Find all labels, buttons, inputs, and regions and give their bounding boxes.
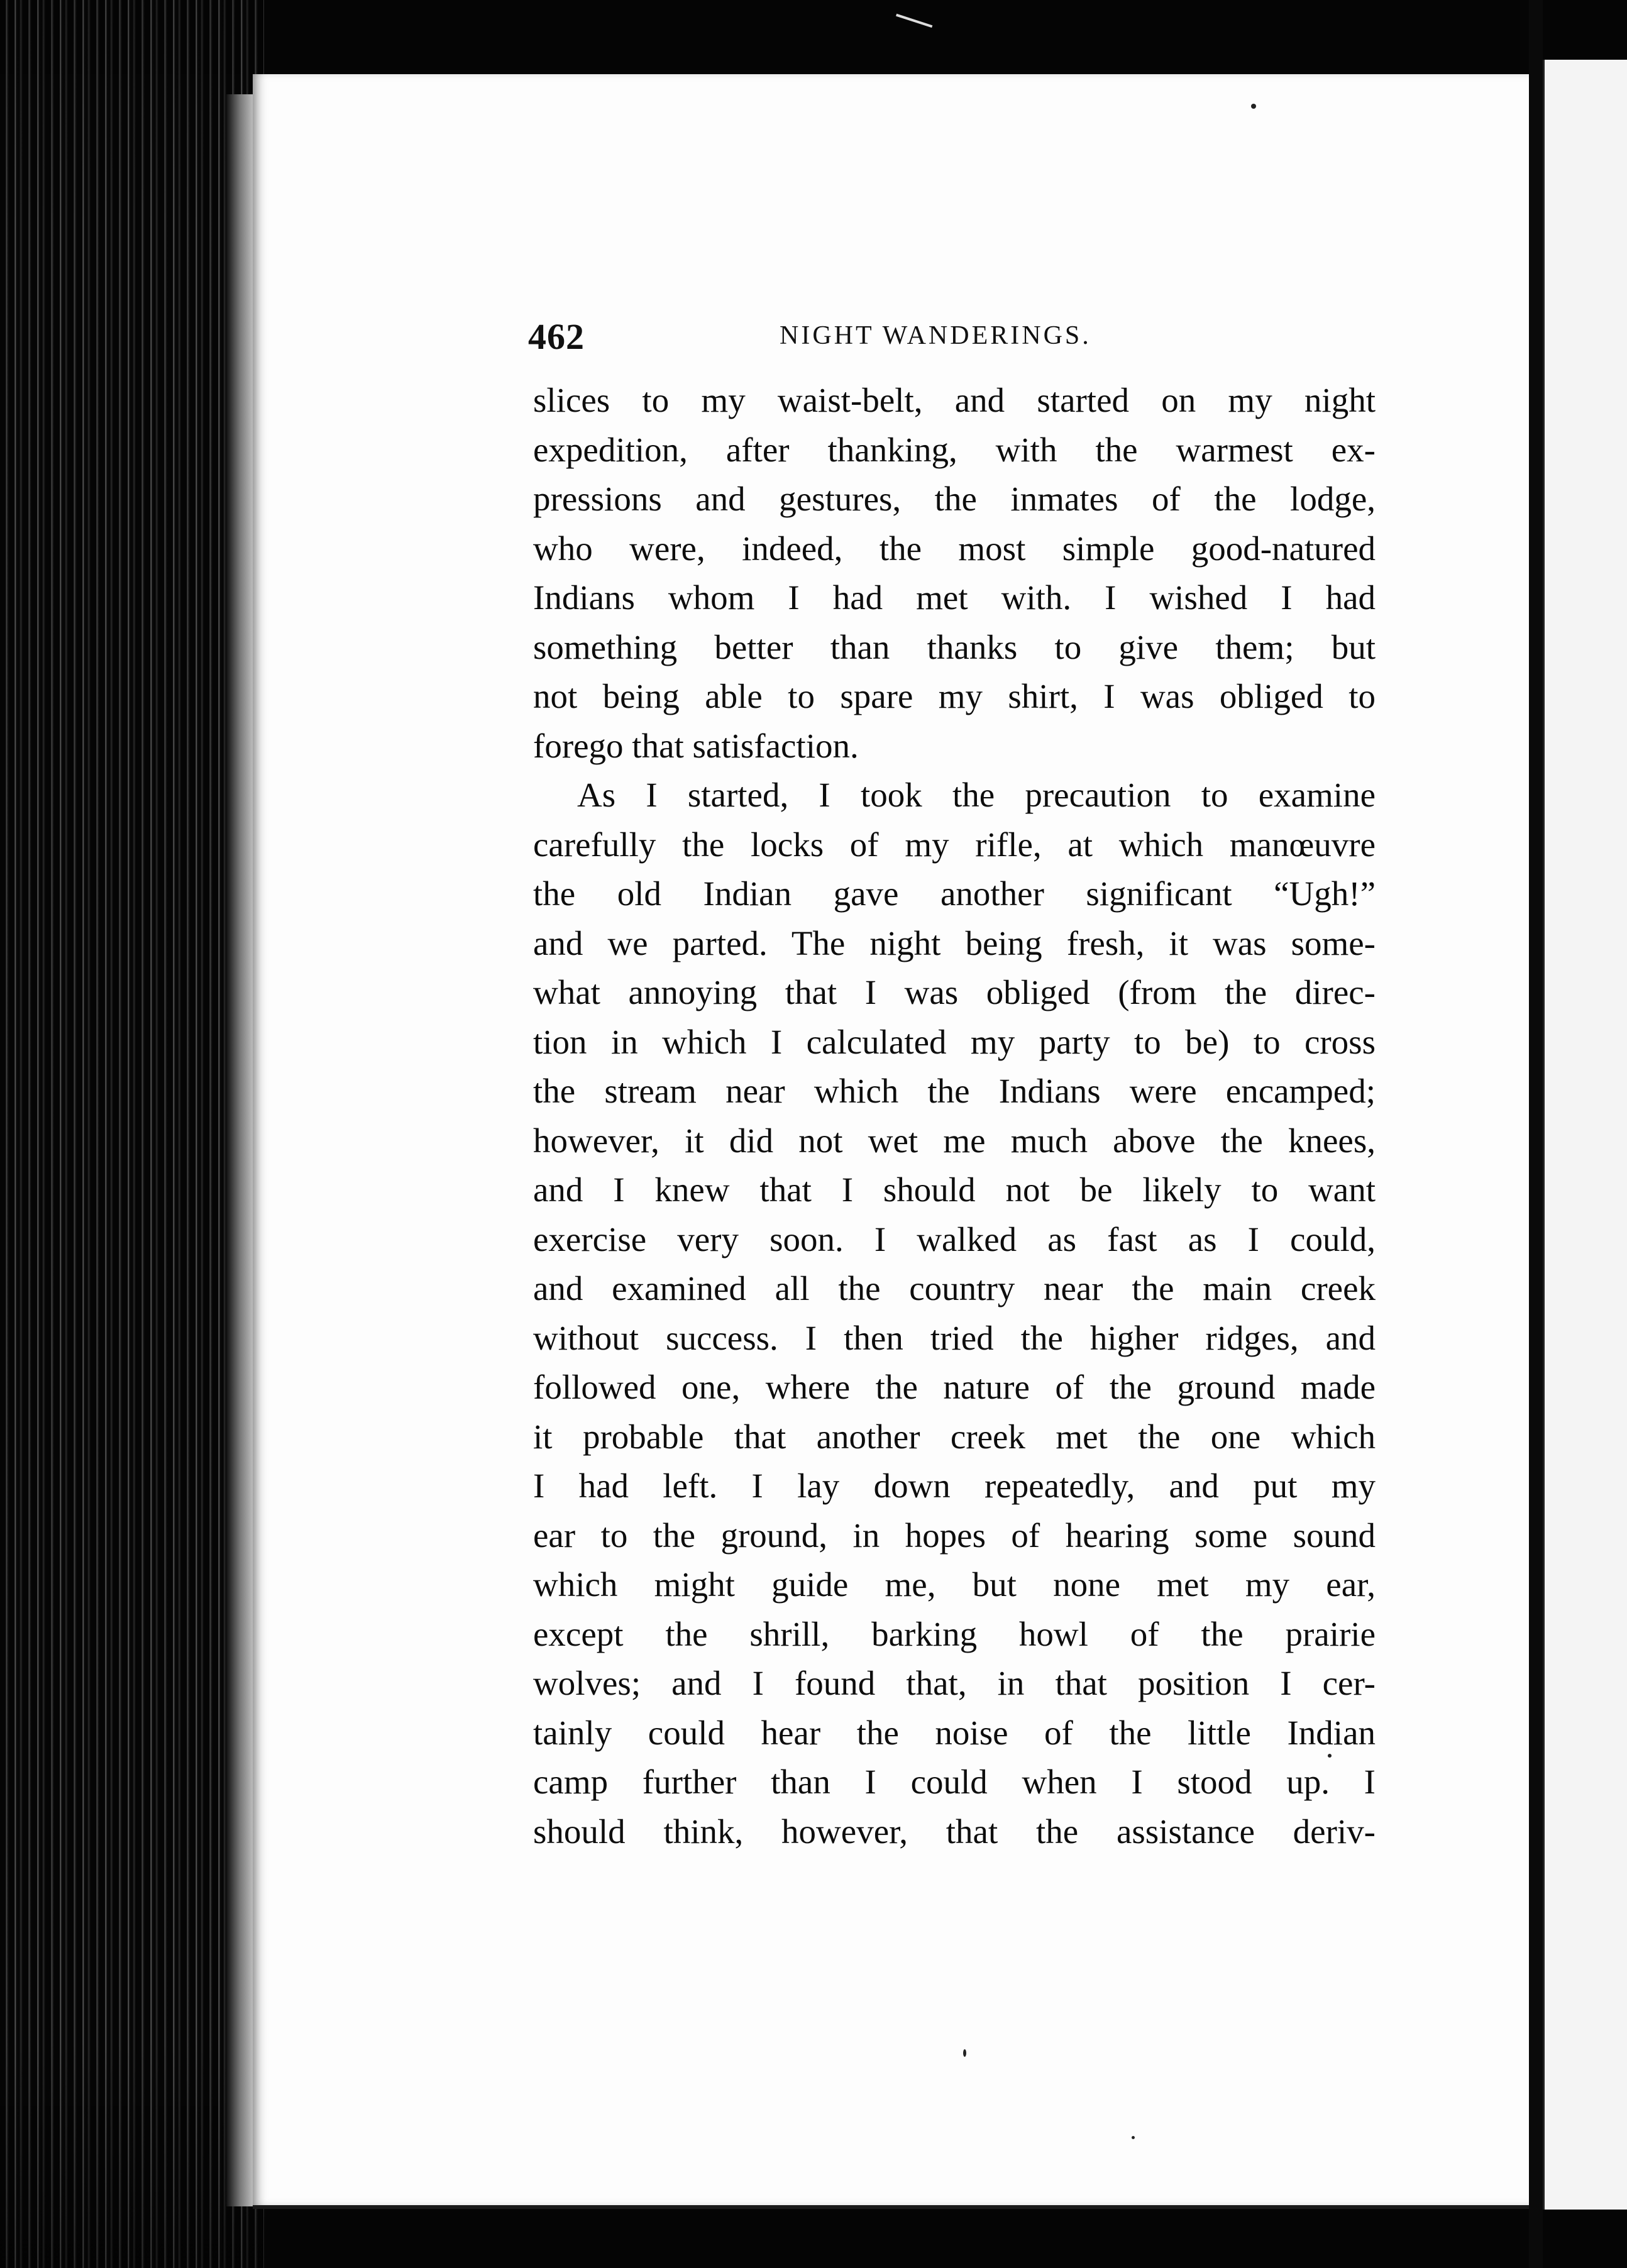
text-line: exercise very soon. I walked as fast as I could,: [533, 1219, 1376, 1258]
page-separator: [1529, 0, 1543, 2268]
text-line: camp further than I could when I stood up. I: [533, 1763, 1376, 1801]
text-line: and examined all the country near the main creek: [533, 1269, 1376, 1307]
text-line: except the shrill, barking howl of the prairie: [533, 1614, 1376, 1653]
text-line: not being able to spare my shirt, I was obliged to: [533, 677, 1376, 715]
text-line: I had left. I lay down repeatedly, and put my: [533, 1467, 1376, 1505]
text-line: the old Indian gave another significant “Ugh!”: [533, 874, 1376, 913]
text-line: which might guide me, but none met my ear,: [533, 1565, 1376, 1604]
page-number: 462: [528, 316, 585, 357]
text-line: expedition, after thanking, with the warmest ex-: [533, 430, 1376, 469]
text-line: and I knew that I should not be likely to want: [533, 1170, 1376, 1209]
text-line: wolves; and I found that, in that position I cer-: [533, 1664, 1376, 1702]
text-line: should think, however, that the assistance deriv-: [533, 1812, 1376, 1851]
paper-speck: [1132, 2136, 1135, 2139]
text-line: followed one, where the nature of the ground made: [533, 1368, 1376, 1406]
adjacent-page-edge: [1543, 60, 1627, 2210]
text-line: and we parted. The night being fresh, it was some-: [533, 923, 1376, 962]
text-line: tainly could hear the noise of the little Indian: [533, 1713, 1376, 1752]
text-line: the stream near which the Indians were encamped;: [533, 1072, 1376, 1110]
page-gutter-shadow: [226, 94, 256, 2206]
running-head: [528, 316, 1119, 360]
text-line: As I started, I took the precaution to examine: [577, 776, 1376, 814]
text-line: without success. I then tried the higher ridges, and: [533, 1318, 1376, 1357]
text-line: slices to my waist-belt, and started on my night: [533, 381, 1376, 419]
text-line: however, it did not wet me much above the knees,: [533, 1121, 1376, 1160]
running-head-title: NIGHT WANDERINGS.: [780, 321, 1091, 350]
paper-speck: [1251, 104, 1256, 109]
text-line: carefully the locks of my rifle, at which manœuvre: [533, 825, 1376, 864]
text-line: forego that satisfaction.: [533, 726, 859, 765]
text-line: tion in which I calculated my party to be) to cross: [533, 1022, 1376, 1061]
text-line: Indians whom I had met with. I wished I had: [533, 578, 1376, 617]
paper-speck: [963, 2049, 966, 2057]
text-line: what annoying that I was obliged (from the direc-: [533, 973, 1376, 1011]
paper-speck: [1328, 1754, 1332, 1758]
text-line: who were, indeed, the most simple good-natured: [533, 529, 1376, 568]
text-line: pressions and gestures, the inmates of the lodge,: [533, 480, 1376, 518]
text-line: ear to the ground, in hopes of hearing some sound: [533, 1516, 1376, 1555]
body-text: [533, 376, 1376, 1856]
text-line: it probable that another creek met the one which: [533, 1417, 1376, 1456]
fore-edge-shading: [0, 0, 264, 2268]
scan-artifact-mark: [888, 14, 933, 52]
text-line: something better than thanks to give them; but: [533, 627, 1376, 666]
